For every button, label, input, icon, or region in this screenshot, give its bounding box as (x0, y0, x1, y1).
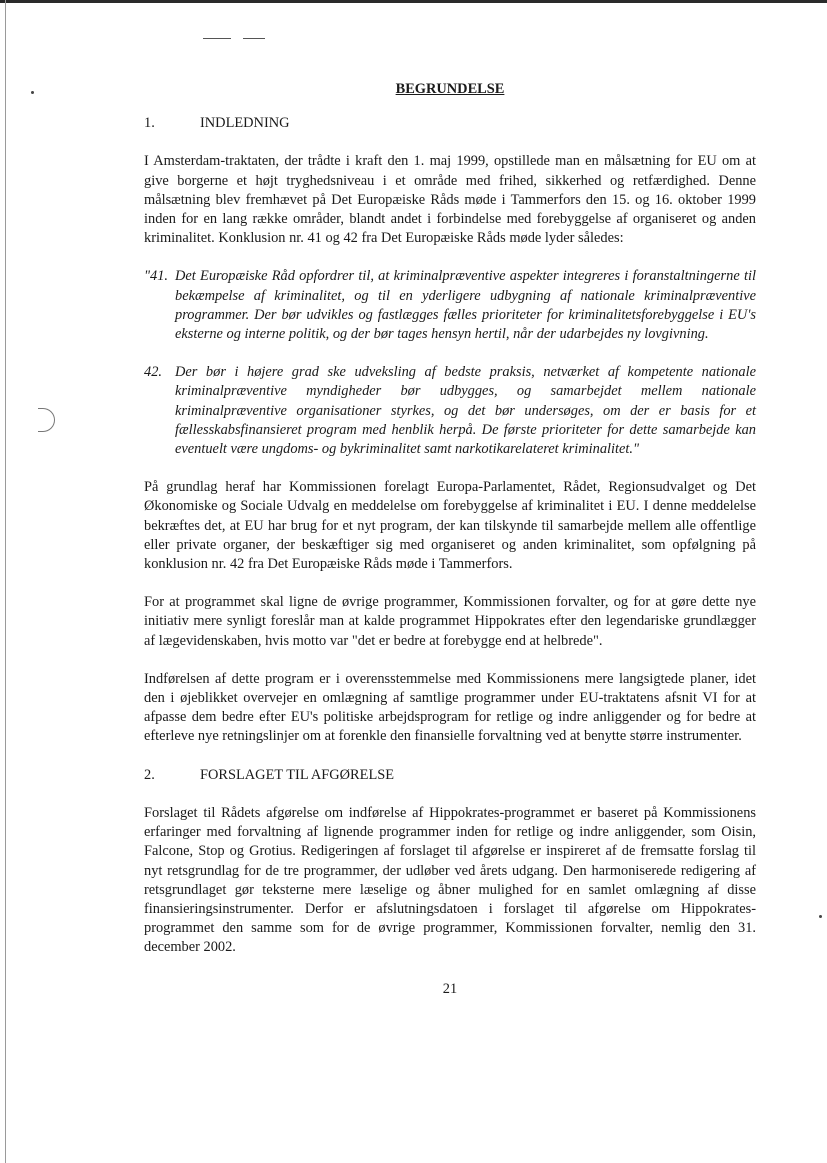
scan-speck (31, 91, 34, 94)
scan-left-edge (5, 0, 6, 1163)
punch-hole-mark (38, 408, 55, 432)
body-paragraph: På grundlag heraf har Kommissionen forelagt Europa-Parlamentet, Rådet, Regionsudvalget og Det Økonomiske og Sociale Udvalg en meddelelse om forebyggelse af kriminalitet i EU. I denne meddelelse bekræftes det, at EU har brug for et nyt program, der kan tilskynde til samarbejde mellem alle offentlige eller private organer, der beskæftiger sig med organiseret og anden kriminalitet, som opfølgning på konklusion nr. 42 fra Det Europæiske Råds møde i Tammerfors. (144, 479, 756, 573)
document-title: BEGRUNDELSE (395, 81, 505, 97)
page-number: 21 (442, 980, 458, 997)
scan-top-edge (0, 0, 827, 3)
scan-speck (819, 915, 822, 918)
scan-dash-mark (243, 38, 265, 39)
section-heading-2 (144, 766, 756, 785)
scan-dash-mark (203, 38, 231, 39)
section-number: 1. (144, 115, 155, 132)
document-body (144, 80, 756, 999)
quote-text: Der bør i højere grad ske udveksling af bedste praksis, netværket af kompetente nationale kriminalpræventive myndigheder bør udbygges, og samarbejdet mellem nationale kriminalpræventive organisationer styrkes, og det bør undersøges, om der er basis for et fællesskabsfinansieret program med henblik herpå. De første prioriteter for dette samarbejde kan eventuelt være ungdoms- og bykriminalitet samt narkotikarelateret kriminalitet." (175, 364, 756, 458)
quote-41 (144, 267, 756, 344)
quote-number: "41. (144, 268, 169, 285)
section-number: 2. (144, 766, 155, 783)
section-title: FORSLAGET TIL AFGØRELSE (200, 766, 395, 783)
section-heading-1 (144, 114, 756, 133)
intro-paragraph: I Amsterdam-traktaten, der trådte i kraft den 1. maj 1999, opstillede man en målsætning for EU om at give borgerne et højt tryghedsniveau i et område med frihed, sikkerhed og retfærdighed. Denne målsætning blev fremhævet på Det Europæiske Råds møde i Tammerfors den 15. og 16. oktober 1999 inden for en lang række områder, blandt andet i forbindelse med forebyggelse af organiseret og anden kriminalitet. Konklusion nr. 41 og 42 fra Det Europæiske Råds møde lyder således: (144, 153, 756, 247)
quote-text: Det Europæiske Råd opfordrer til, at kriminalpræventive aspekter integreres i foranstaltningerne til bekæmpelse af kriminalitet, og til en yderligere udbygning af nationale kriminalpræventive programmer. Der bør udvikles og fastlægges fælles prioriteter for kriminalitetsforebyggelse i EU's eksterne og interne politik, og der bør tages hensyn hertil, når der udarbejdes ny lovgivning. (175, 268, 756, 343)
body-paragraph: Indførelsen af dette program er i overensstemmelse med Kommissionens mere langsigtede planer, idet den i øjeblikket overvejer en omlægning af samtlige programmer under EU-traktatens afsnit VI for at afpasse dem bedre efter EU's politiske arbejdsprogram for retlige og indre anliggender og for bedre at efterleve nye retningslinjer om at forenkle den finansielle forvaltning ved at benytte større instrumenter. (144, 670, 756, 745)
quote-42 (144, 363, 756, 459)
body-paragraph: Forslaget til Rådets afgørelse om indførelse af Hippokrates-programmet er baseret på Kommissionens erfaringer med forvaltning af lignende programmer inden for retlige og indre anliggender, som Oisin, Falcone, Stop og Grotius. Redigeringen af forslaget til afgørelse er inspireret af de fremsatte forslag til nyt retsgrundlag for de tre programmer, der udløber ved årets udgang. Den harmoniserede redigering af retsgrundlaget gør teksterne mere læselige og åbner mulighed for en samlet omlægning af disse finansieringsinstrumenter. Derfor er afslutningsdatoen i forslaget til afgørelse om Hippokrates-programmet den samme som for de øvrige programmer, Kommissionen forvalter, nemlig den 31. december 2002. (144, 804, 756, 956)
section-title: INDLEDNING (200, 115, 290, 132)
body-paragraph: For at programmet skal ligne de øvrige programmer, Kommissionen forvalter, og for at gøre dette nye initiativ mere synligt foreslår man at kalde programmet Hippokrates efter den legendariske grundlægger af lægevidenskaben, hvis motto var "det er bedre at forebygge end at helbrede". (144, 594, 756, 649)
quote-number: 42. (144, 364, 162, 381)
